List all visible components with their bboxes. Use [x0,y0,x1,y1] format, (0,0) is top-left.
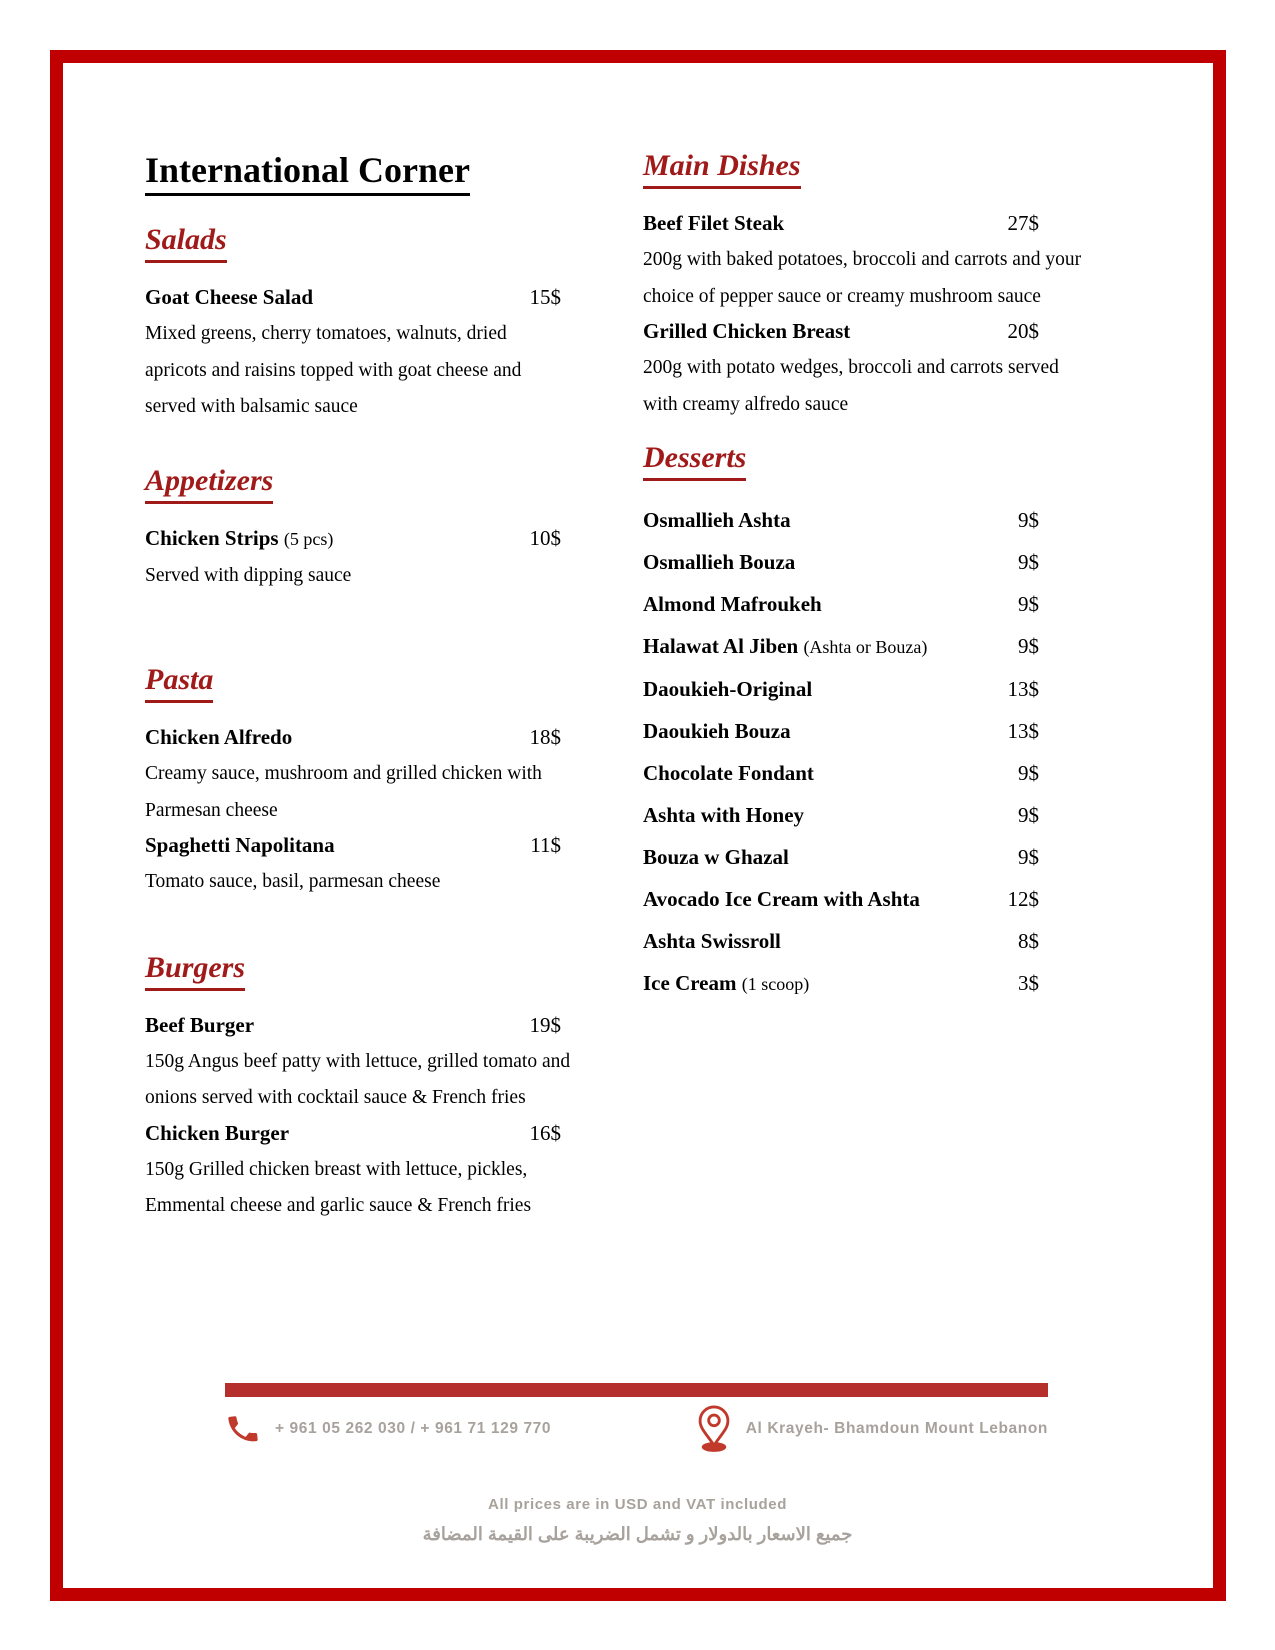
item-price: 9$ [1018,761,1039,785]
item-price: 9$ [1018,634,1039,658]
location-contact [696,1404,1048,1454]
footer-divider-bar [225,1383,1048,1397]
item-name: Chicken Strips (5 pcs) [145,525,334,550]
menu-item [145,281,571,314]
item-description: Tomato sauce, basil, parmesan cheese [145,871,441,892]
menu-item [643,583,1069,625]
section-title-burgers: Burgers [145,950,245,991]
item-price: 20$ [1007,319,1039,343]
item-description: 200g with potato wedges, broccoli and carrots served with creamy alfredo sauce [643,357,1059,415]
item-name: Ashta with Honey [643,803,805,827]
item-price: 9$ [1018,550,1039,574]
section-title-appetizers: Appetizers [145,463,273,504]
menu-item [643,878,1069,920]
menu-section-burgers [145,950,571,1225]
item-price: 27$ [1007,211,1039,235]
menu-item [643,541,1069,583]
menu-item [643,794,1069,836]
item-name: Avocado Ice Cream with Ashta [643,887,920,911]
item-price: 13$ [1007,719,1039,743]
item-price: 16$ [529,1120,561,1145]
item-name: Daoukieh-Original [643,677,813,701]
item-description: 150g Grilled chicken breast with lettuce, pickles, Emmental cheese and garlic sauce & French fries [145,1158,532,1216]
menu-section-desserts [643,440,1069,1005]
menu-item [643,710,1069,752]
location-text: Al Krayeh- Bhamdoun Mount Lebanon [745,1420,1048,1437]
item-name: Halawat Al Jiben (Ashta or Bouza) [643,634,928,658]
item-price: 10$ [529,525,561,550]
section-title-pasta: Pasta [145,662,213,703]
menu-section-salads [145,222,571,426]
item-name: Grilled Chicken Breast [643,319,851,343]
item-price: 12$ [1007,887,1039,911]
item-description: Creamy sauce, mushroom and grilled chicken with Parmesan cheese [145,763,542,821]
section-title-main-dishes: Main Dishes [643,148,801,189]
menu-item [643,668,1069,710]
item-suffix: (Ashta or Bouza) [803,637,928,657]
menu-section-main-dishes [643,148,1082,423]
footer-contacts [225,1400,1048,1458]
item-name: Almond Mafroukeh [643,592,822,616]
menu-item [145,721,571,754]
item-name: Beef Burger [145,1012,255,1037]
item-name: Spaghetti Napolitana [145,833,335,857]
menu-item [643,315,1069,348]
menu-item [643,499,1069,541]
menu-item [145,1009,571,1042]
column-right [643,148,1082,1005]
section-title-desserts: Desserts [643,440,746,481]
item-description: Mixed greens, cherry tomatoes, walnuts, dried apricots and raisins topped with goat cheese and served with balsamic sauce [145,323,522,417]
item-suffix: (5 pcs) [283,528,334,549]
item-price: 9$ [1018,508,1039,532]
item-description: 200g with baked potatoes, broccoli and carrots and your choice of pepper sauce or creamy mushroom sauce [643,249,1082,307]
menu-item [643,836,1069,878]
page-title-text: International Corner [145,150,470,196]
location-pin-icon [696,1404,732,1454]
item-price: 9$ [1018,803,1039,827]
item-name: Daoukieh Bouza [643,719,791,743]
section-title-salads: Salads [145,222,227,263]
phone-numbers: + 961 05 262 030 / + 961 71 129 770 [275,1420,552,1437]
item-price: 13$ [1007,677,1039,701]
footer-note-english: All prices are in USD and VAT included [488,1496,787,1513]
item-name: Ashta Swissroll [643,929,781,953]
menu-section-pasta [145,662,571,901]
item-name: Osmallieh Ashta [643,508,791,532]
item-suffix: (1 scoop) [741,974,810,994]
menu-item [643,207,1069,240]
menu-item [145,829,571,862]
page-title [145,148,571,192]
menu-section-appetizers [145,463,571,595]
item-name: Goat Cheese Salad [145,285,313,309]
phone-contact [225,1411,551,1447]
item-price: 9$ [1018,845,1039,869]
item-price: 11$ [530,833,561,857]
menu-item [643,962,1069,1005]
item-description: 150g Angus beef patty with lettuce, grilled tomato and onions served with cocktail sauce & French fries [145,1050,571,1108]
item-price: 3$ [1018,971,1039,995]
menu-item [145,1117,571,1150]
item-description: Served with dipping sauce [145,564,352,586]
menu-item [145,522,571,556]
column-left [145,148,571,1225]
item-name: Chicken Burger [145,1120,290,1145]
item-name: Ice Cream (1 scoop) [643,971,810,995]
footer-note-arabic: جميع الاسعار بالدولار و تشمل الضريبة على القيمة المضافة [422,1524,853,1544]
item-name: Chicken Alfredo [145,725,293,749]
item-name: Osmallieh Bouza [643,550,796,574]
menu-item [643,920,1069,962]
item-name: Bouza w Ghazal [643,845,789,869]
phone-icon [223,1409,263,1449]
item-name: Beef Filet Steak [643,211,785,235]
menu-item [643,625,1069,668]
item-price: 8$ [1018,929,1039,953]
item-price: 15$ [529,285,561,309]
item-price: 18$ [529,725,561,749]
item-name: Chocolate Fondant [643,761,814,785]
item-price: 9$ [1018,592,1039,616]
menu-item [643,752,1069,794]
item-price: 19$ [529,1012,561,1037]
